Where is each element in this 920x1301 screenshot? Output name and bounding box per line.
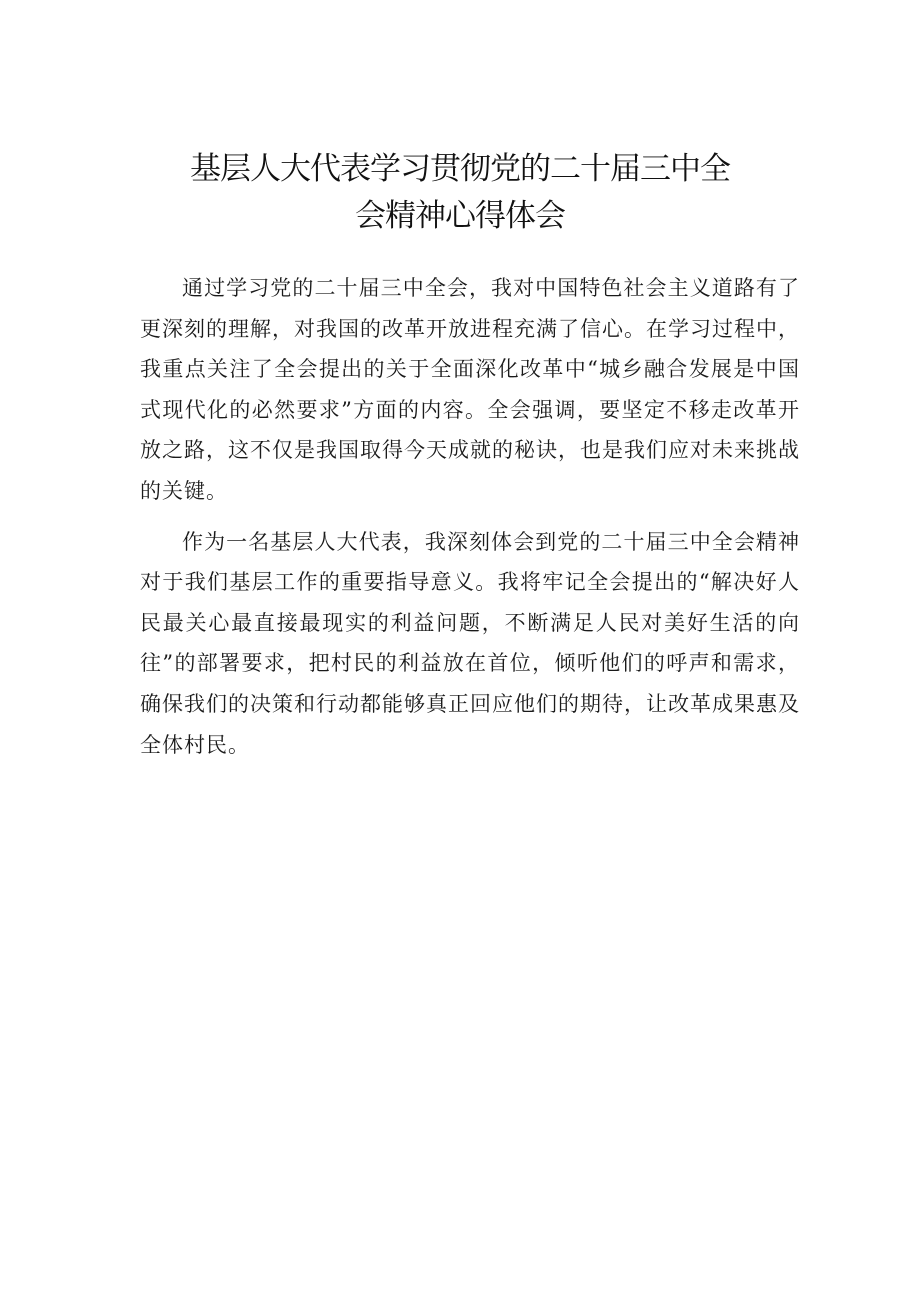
document-body xyxy=(140,268,800,775)
paragraph-2: 作为一名基层人大代表，我深刻体会到党的二十届三中全会精神对于我们基层工作的重要指导意义。我将牢记全会提出的“解决好人民最关心最直接最现实的利益问题，不断满足人民对美好生活的向往”的部署要求，把村民的利益放在首位，倾听他们的呼声和需求，确保我们的决策和行动都能够真正回应他们的期待，让改革成果惠及全体村民。 xyxy=(140,529,800,757)
document-title xyxy=(140,146,780,240)
title-line-1: 基层人大代表学习贯彻党的二十届三中全 xyxy=(190,151,730,187)
title-line-2: 会精神心得体会 xyxy=(355,198,565,234)
paragraph-1: 通过学习党的二十届三中全会，我对中国特色社会主义道路有了更深刻的理解，对我国的改革开放进程充满了信心。在学习过程中，我重点关注了全会提出的关于全面深化改革中“城乡融合发展是中国式现代化的必然要求”方面的内容。全会强调，要坚定不移走改革开放之路，这不仅是我国取得今天成就的秘诀，也是我们应对未来挑战的关键。 xyxy=(140,276,800,503)
